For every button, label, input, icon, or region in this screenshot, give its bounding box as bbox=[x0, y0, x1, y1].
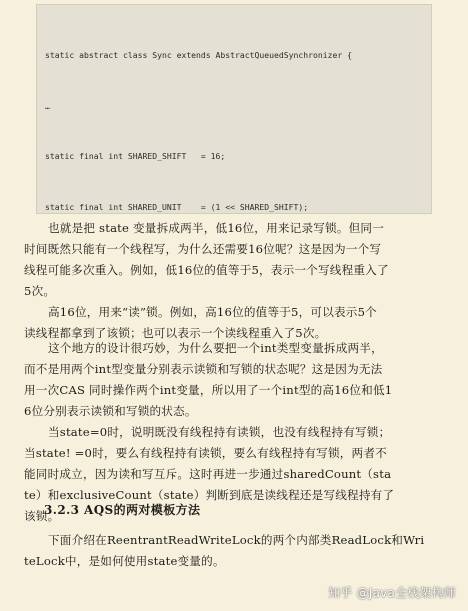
paragraph-line: te）和exclusiveCount（state）判断到底是读线程还是写线程持有了 bbox=[24, 488, 395, 502]
paragraph-line: 下面介绍在ReentrantReadWriteLock的两个内部类ReadLock和Wri bbox=[48, 533, 425, 547]
paragraph-line: 线程可能多次重入。例如，低16位的值等于5，表示一个写线程重入了 bbox=[24, 263, 389, 277]
paragraph-line: 6位分别表示读锁和写锁的状态。 bbox=[24, 404, 197, 418]
code-line: static abstract class Sync extends AbstractQueuedSynchronizer { bbox=[45, 49, 352, 60]
code-line: static final int SHARED_UNIT = (1 << SHARED_SHIFT); bbox=[45, 201, 309, 212]
paragraph-line: 这个地方的设计很巧妙，为什么要把一个int类型变量拆成两半， bbox=[48, 341, 383, 355]
watermark: 知乎 @Java全栈架构师 bbox=[328, 586, 456, 600]
paragraph-line: teLock中，是如何使用state变量的。 bbox=[24, 554, 225, 568]
paragraph-line: 也就是把 state 变量拆成两半，低16位，用来记录写锁。但同一 bbox=[48, 221, 385, 235]
code-line: static final int SHARED_SHIFT = 16; bbox=[45, 151, 226, 162]
paragraph-line: 5次。 bbox=[24, 284, 56, 298]
code-line: … bbox=[45, 100, 50, 111]
paragraph-line: 该锁。 bbox=[24, 509, 60, 523]
paragraph-intro bbox=[24, 530, 442, 572]
paragraph-line: 能同时成立，因为读和写互斥。这时再进一步通过sharedCount（sta bbox=[24, 467, 392, 481]
code-block bbox=[36, 4, 432, 214]
paragraph-line: 当state! =0时，要么有线程持有读锁，要么有线程持有写锁，两者不 bbox=[24, 446, 387, 460]
section-heading: 3.2.3 AQS的两对模板方法 bbox=[44, 503, 201, 517]
paragraph-line: 时间既然只能有一个线程写，为什么还需要16位呢？这是因为一个写 bbox=[24, 242, 382, 256]
paragraph-design bbox=[24, 338, 442, 422]
paragraph-line: 而不是用两个int型变量分别表示读锁和写锁的状态呢？这是因为无法 bbox=[24, 362, 383, 376]
paragraph-line: 当state=0时，说明既没有线程持有读锁，也没有线程持有写锁； bbox=[48, 425, 391, 439]
paragraph-line: 高16位，用来“读”锁。例如，高16位的值等于5，可以表示5个 bbox=[48, 305, 377, 319]
paragraph-line: 用一次CAS 同时操作两个int变量，所以用了一个int型的高16位和低1 bbox=[24, 383, 393, 397]
paragraph-line: 读线程都拿到了该锁；也可以表示一个读线程重入了5次。 bbox=[24, 326, 327, 340]
paragraph-state-split bbox=[24, 218, 442, 302]
